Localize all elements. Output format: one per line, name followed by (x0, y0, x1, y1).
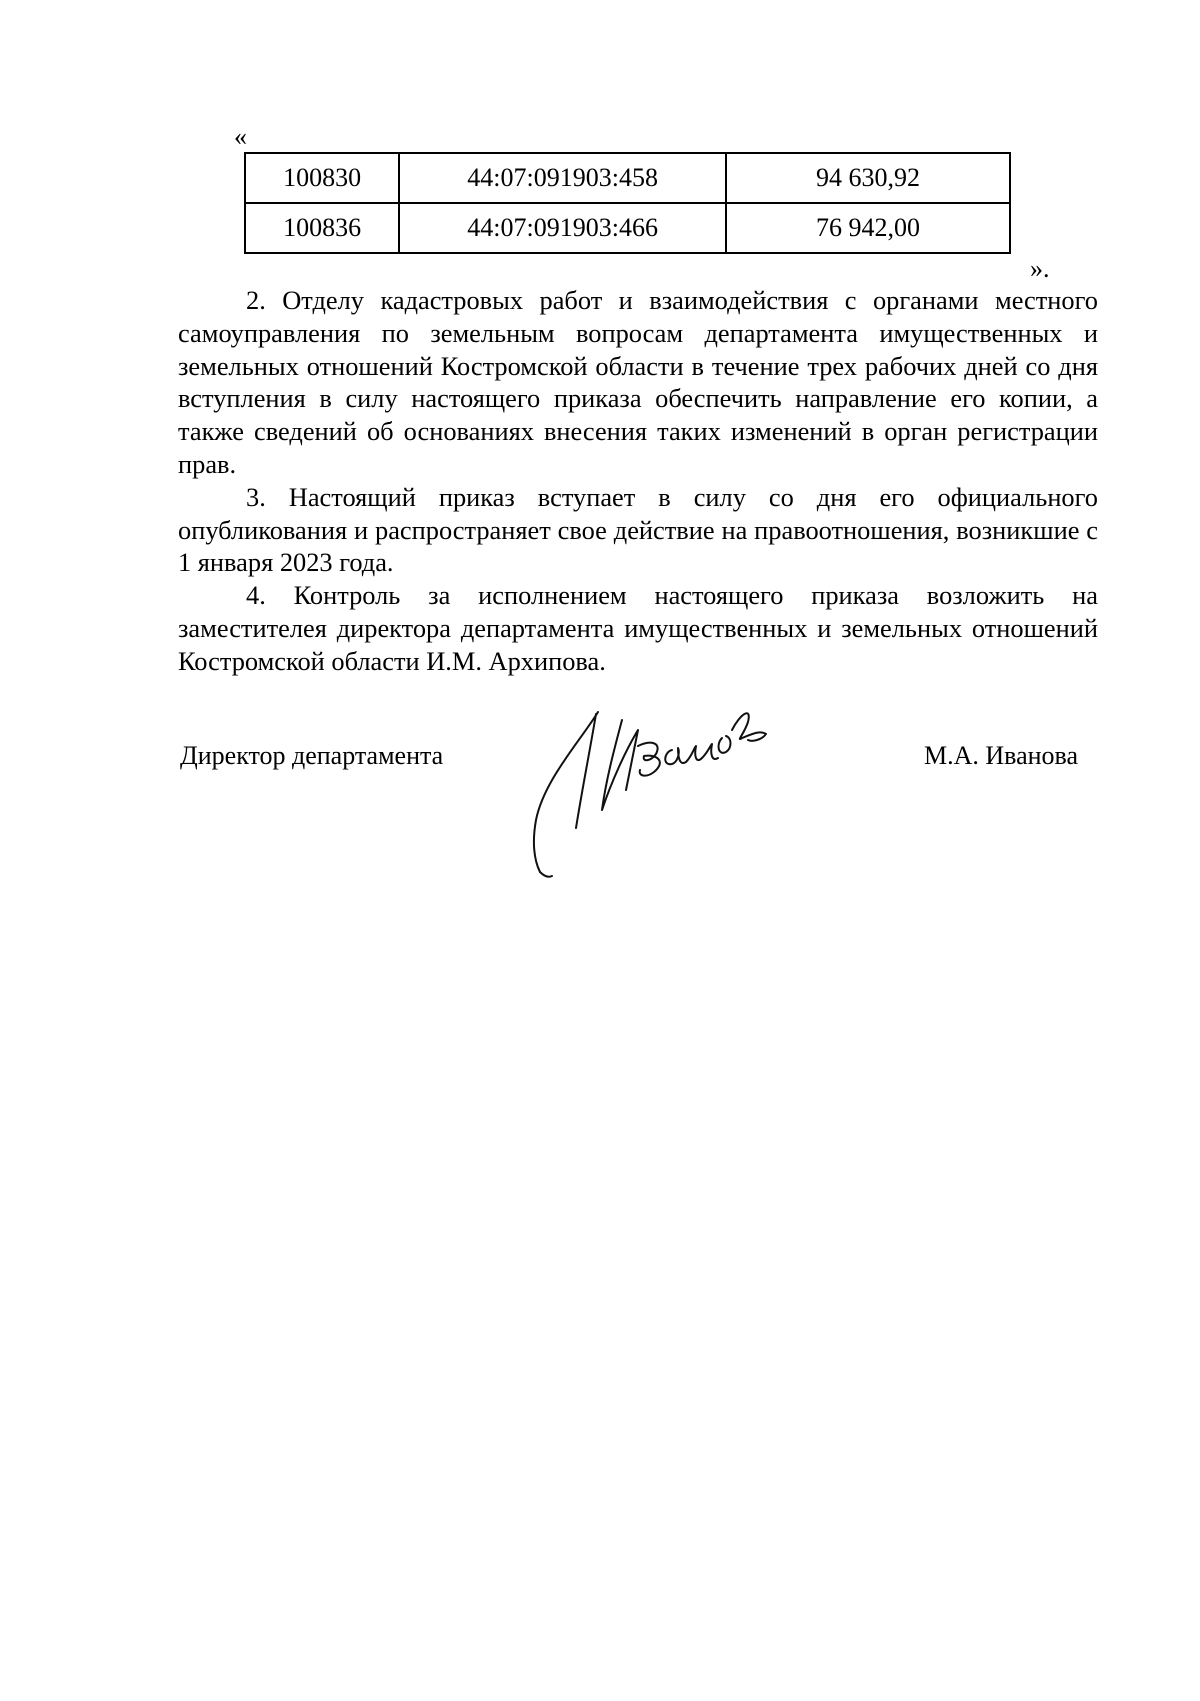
table-cell-value: 94 630,92 (726, 153, 1010, 203)
table-row (245, 153, 1010, 203)
table-cell-id: 100836 (245, 203, 399, 253)
signatory-name: М.А. Иванова (924, 741, 1079, 770)
table-cell-cadastral-number: 44:07:091903:458 (399, 153, 726, 203)
paragraph-4: 4. Контроль за исполнением настоящего приказа возложить на заместителея директора департамента имущественных и земельных отношений Костромской области И.М. Архипова. (178, 580, 1098, 676)
handwritten-signature (526, 700, 796, 880)
table-cell-value: 76 942,00 (726, 203, 1010, 253)
table-close-quote: ». (1030, 254, 1050, 283)
table-cell-id: 100830 (245, 153, 399, 203)
paragraph-2: 2. Отделу кадастровых работ и взаимодействия с органами местного самоуправления по земельным вопросам департамента имущественных и земельных отношений Костромской области в течение трех рабочих дней со дня вступления в силу настоящего приказа обеспечить направление его копии, а также сведений об основаниях внесения таких изменений в орган регистрации прав. (178, 285, 1098, 479)
table-open-quote: « (234, 122, 247, 151)
signatory-position: Директор департамента (180, 741, 444, 770)
table-cell-cadastral-number: 44:07:091903:466 (399, 203, 726, 253)
cadastral-value-table (244, 152, 1011, 254)
table-row (245, 203, 1010, 253)
document-body (178, 284, 1098, 678)
paragraph-3: 3. Настоящий приказ вступает в силу со дня его официального опубликования и распространяет свое действие на правоотношения, возникшие с 1 января 2023 года. (178, 481, 1098, 578)
